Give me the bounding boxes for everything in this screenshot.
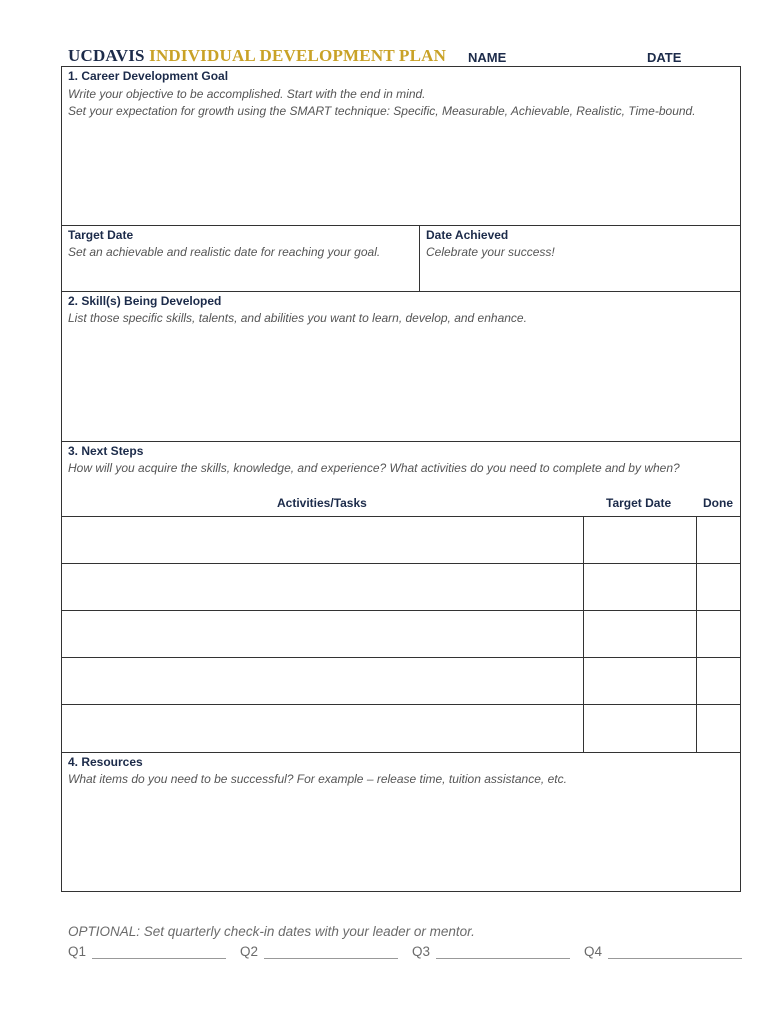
- divider: [696, 516, 697, 752]
- q4-field[interactable]: [584, 944, 742, 959]
- plan-title: INDIVIDUAL DEVELOPMENT PLAN: [149, 46, 447, 65]
- divider: [61, 752, 741, 753]
- section2-hint: List those specific skills, talents, and abilities you want to learn, develop, and enhance.: [68, 311, 527, 325]
- q3-label: Q3: [412, 944, 431, 959]
- document-title: [68, 46, 446, 66]
- resources-input[interactable]: [63, 790, 739, 890]
- date-achieved-title: Date Achieved: [426, 228, 509, 242]
- target-date-input[interactable]: [63, 262, 417, 290]
- section1-title: 1. Career Development Goal: [68, 69, 229, 83]
- section4-title: 4. Resources: [68, 755, 143, 769]
- q1-label: Q1: [68, 944, 87, 959]
- task-done-cell[interactable]: [698, 565, 739, 609]
- career-goal-input[interactable]: [63, 122, 739, 224]
- q1-field[interactable]: [68, 944, 226, 959]
- brand-name: UCDAVIS: [68, 46, 145, 65]
- q4-line: [608, 944, 742, 959]
- task-target-date-cell[interactable]: [585, 565, 695, 609]
- divider: [61, 291, 741, 292]
- column-header-activities: Activities/Tasks: [277, 496, 367, 510]
- date-achieved-hint: Celebrate your success!: [426, 245, 555, 259]
- task-activity-cell[interactable]: [63, 565, 582, 609]
- task-target-date-cell[interactable]: [585, 659, 695, 703]
- q2-field[interactable]: [240, 944, 398, 959]
- q2-label: Q2: [240, 944, 259, 959]
- task-activity-cell[interactable]: [63, 518, 582, 562]
- divider: [419, 225, 420, 292]
- task-target-date-cell[interactable]: [585, 612, 695, 656]
- target-date-hint: Set an achievable and realistic date for reaching your goal.: [68, 245, 381, 259]
- task-done-cell[interactable]: [698, 659, 739, 703]
- q3-line: [436, 944, 570, 959]
- divider: [583, 516, 584, 752]
- date-label: DATE: [647, 50, 682, 65]
- target-date-title: Target Date: [68, 228, 134, 242]
- task-done-cell[interactable]: [698, 518, 739, 562]
- divider: [61, 225, 741, 226]
- section3-hint: How will you acquire the skills, knowledge, and experience? What activities do you need to complete and by when?: [68, 461, 680, 475]
- divider: [61, 441, 741, 442]
- date-achieved-input[interactable]: [421, 262, 739, 290]
- column-header-target-date: Target Date: [606, 496, 672, 510]
- column-header-done: Done: [703, 496, 733, 510]
- task-target-date-cell[interactable]: [585, 706, 695, 751]
- section4-hint: What items do you need to be successful? For example – release time, tuition assistance, etc.: [68, 772, 567, 786]
- divider: [61, 704, 741, 705]
- q3-field[interactable]: [412, 944, 570, 959]
- skills-input[interactable]: [63, 328, 739, 440]
- task-activity-cell[interactable]: [63, 706, 582, 751]
- name-label: NAME: [468, 50, 507, 65]
- divider: [61, 657, 741, 658]
- divider: [61, 563, 741, 564]
- date-field[interactable]: [685, 50, 740, 66]
- q2-line: [264, 944, 398, 959]
- task-activity-cell[interactable]: [63, 659, 582, 703]
- task-target-date-cell[interactable]: [585, 518, 695, 562]
- task-done-cell[interactable]: [698, 706, 739, 751]
- section1-hint-objective: Write your objective to be accomplished. Start with the end in mind.: [68, 87, 426, 101]
- task-activity-cell[interactable]: [63, 612, 582, 656]
- section3-title: 3. Next Steps: [68, 444, 144, 458]
- q1-line: [92, 944, 226, 959]
- q4-label: Q4: [584, 944, 603, 959]
- task-done-cell[interactable]: [698, 612, 739, 656]
- name-field[interactable]: [512, 50, 632, 66]
- section2-title: 2. Skill(s) Being Developed: [68, 294, 222, 308]
- optional-checkin-note: OPTIONAL: Set quarterly check-in dates with your leader or mentor.: [68, 924, 475, 939]
- section1-hint-smart: Set your expectation for growth using the SMART technique: Specific, Measurable, Achievable, Realistic, Time-bound.: [68, 104, 696, 118]
- divider: [61, 516, 741, 517]
- divider: [61, 610, 741, 611]
